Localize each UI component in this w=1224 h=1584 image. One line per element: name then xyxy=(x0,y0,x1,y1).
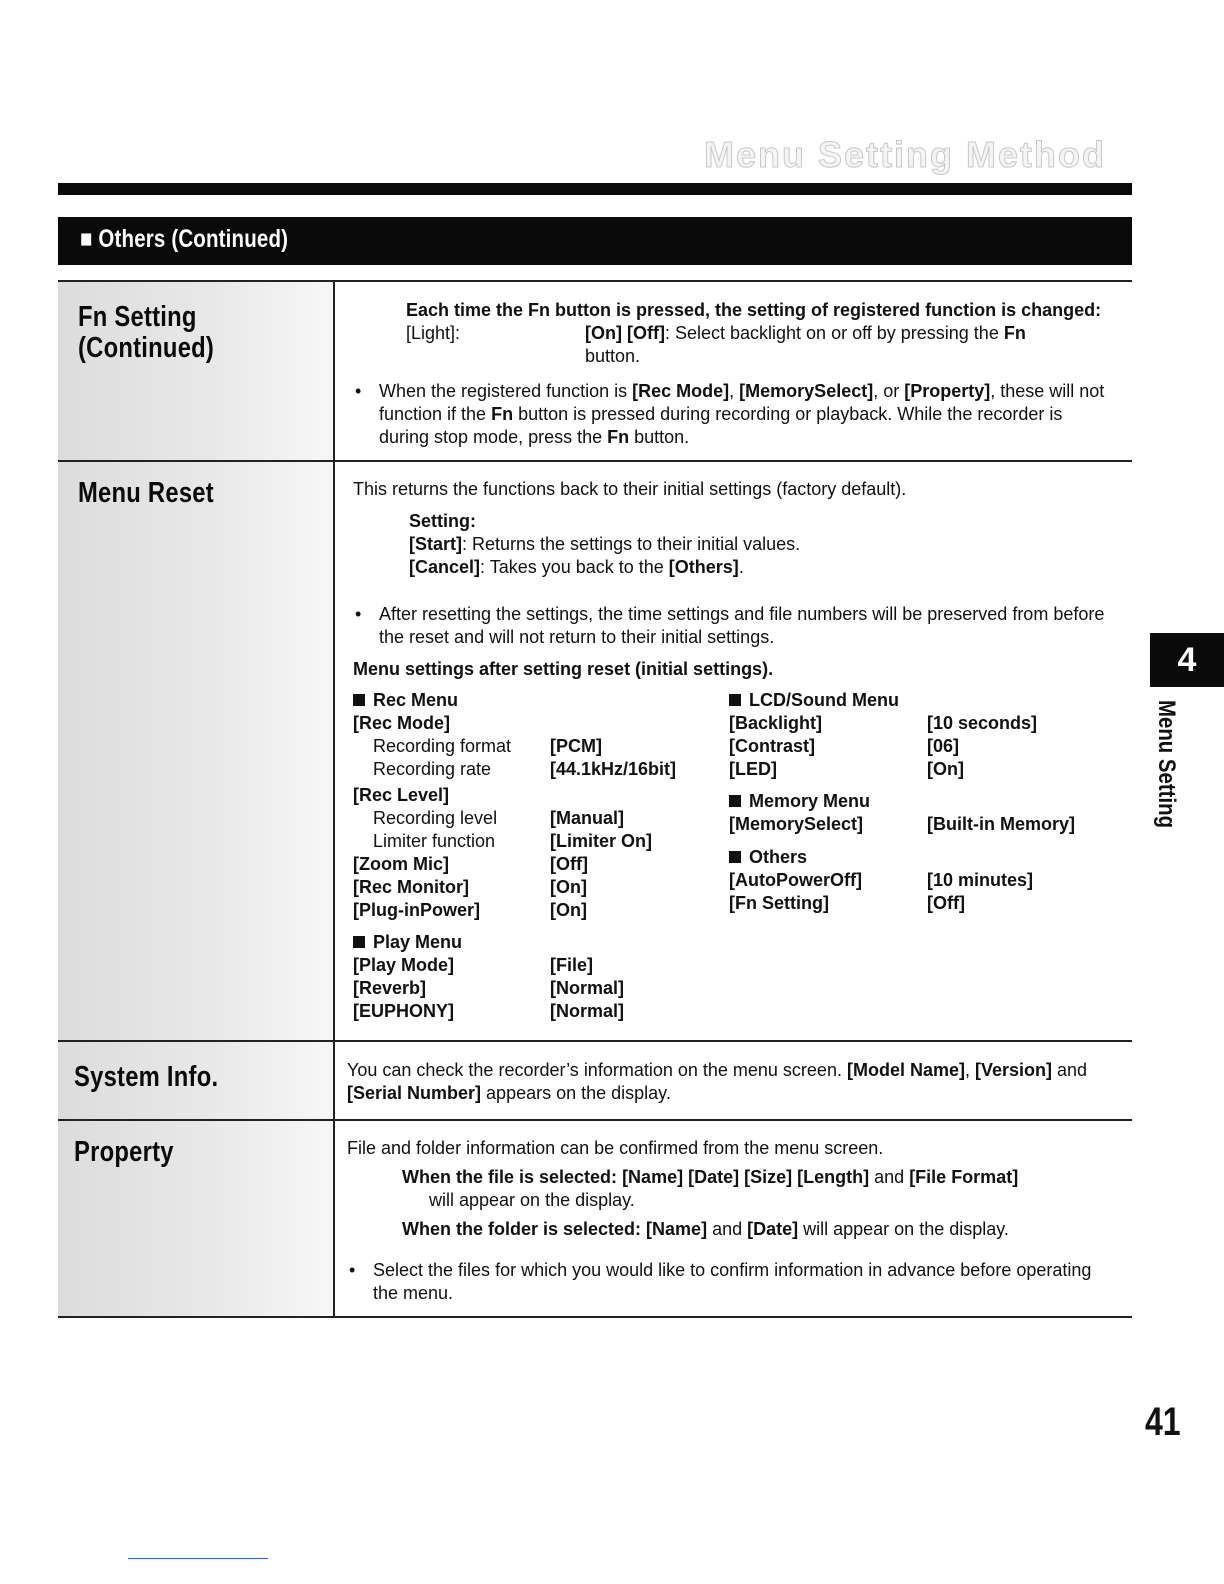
cancel-desc-end: . xyxy=(738,557,744,577)
info-text: and xyxy=(1052,1060,1088,1080)
autopoweroff-label: [AutoPowerOff] xyxy=(729,870,862,890)
others-menu-heading xyxy=(729,846,807,869)
row-divider xyxy=(58,1316,1132,1318)
square-bullet-icon xyxy=(729,851,741,863)
fn-key-label: Fn xyxy=(491,404,514,424)
note-property: [Property] xyxy=(904,381,991,401)
plugin-value: [On] xyxy=(550,900,587,920)
rec-menu-heading xyxy=(353,689,458,712)
row-label-cell xyxy=(58,1121,335,1316)
heading-text: Others xyxy=(749,847,808,867)
square-bullet-icon xyxy=(353,936,365,948)
setting-heading: Setting: xyxy=(409,511,476,531)
row-label: Menu Reset xyxy=(78,477,214,509)
note-text: , or xyxy=(873,381,905,401)
start-option xyxy=(409,533,1114,556)
name-ref: [Name] xyxy=(646,1219,708,1239)
fn-note xyxy=(353,380,1114,449)
rec-level-item: [Rec Level] xyxy=(353,785,450,805)
level-label: Recording level xyxy=(373,808,498,828)
monitor-value: [On] xyxy=(550,877,587,897)
row-system-info xyxy=(58,1042,1132,1119)
row-label xyxy=(78,302,214,364)
zoom-value: [Off] xyxy=(550,854,588,874)
chapter-tab-label xyxy=(1153,700,1194,860)
and-text: and xyxy=(707,1219,748,1239)
row-content xyxy=(347,1059,1114,1105)
light-key: [Light]: xyxy=(406,323,461,343)
and-text: and xyxy=(869,1167,910,1187)
fn-key-label: Fn xyxy=(607,427,630,447)
euphony-label: [EUPHONY] xyxy=(353,1001,455,1021)
limiter-value: [Limiter On] xyxy=(550,831,652,851)
note-memory-select: [MemorySelect] xyxy=(739,381,874,401)
folder-selected-block xyxy=(347,1218,1114,1241)
info-text: You can check the recorder’s information on the menu screen. xyxy=(347,1060,847,1080)
file-format-ref: [File Format] xyxy=(909,1167,1019,1187)
model-name-ref: [Model Name] xyxy=(846,1060,965,1080)
heading-text: Memory Menu xyxy=(749,791,871,811)
reset-intro: This returns the functions back to their initial settings (factory default). xyxy=(353,479,907,499)
rec-play-menu-list xyxy=(353,689,713,1029)
date-ref: [Date] xyxy=(747,1219,799,1239)
section-banner xyxy=(58,217,1132,265)
row-label-cell xyxy=(58,462,335,1040)
heading-text: Play Menu xyxy=(373,932,463,952)
row-content xyxy=(353,299,1114,449)
lcd-menu-heading xyxy=(729,689,899,712)
version-ref: [Version] xyxy=(975,1060,1053,1080)
note-rec-mode: [Rec Mode] xyxy=(632,381,730,401)
page-number: 41 xyxy=(1145,1400,1181,1444)
note-text: button is pressed during recording or playback. While the recorder is during stop mode, press the xyxy=(379,404,1063,447)
row-label-cell xyxy=(58,1042,335,1119)
after-reset-heading: Menu settings after setting reset (initial settings). xyxy=(353,659,774,679)
reset-setting-block xyxy=(353,510,1114,579)
date-ref: [Date] xyxy=(688,1167,740,1187)
memory-select-label: [MemorySelect] xyxy=(729,814,864,834)
zoom-label: [Zoom Mic] xyxy=(353,854,449,874)
reset-note: • After resetting the settings, the time settings and file numbers will be preserved from before the reset and will not return to their initial settings. xyxy=(353,603,1114,649)
property-note: • Select the files for which you would like to confirm information in advance before operating the menu. xyxy=(347,1259,1114,1305)
others-ref: [Others] xyxy=(668,557,739,577)
folder-tail: will appear on the display. xyxy=(798,1219,1009,1239)
info-text: , xyxy=(964,1060,975,1080)
cancel-key: [Cancel] xyxy=(409,557,481,577)
label-line: Fn Setting xyxy=(78,301,197,333)
memory-menu-heading xyxy=(729,790,870,813)
row-property xyxy=(58,1121,1132,1316)
light-values: [On] [Off] xyxy=(585,323,665,343)
backlight-value: [10 seconds] xyxy=(927,713,1038,733)
row-label: System Info. xyxy=(74,1061,219,1093)
play-mode-label: [Play Mode] xyxy=(353,955,455,975)
length-ref: [Length] xyxy=(797,1167,870,1187)
note-text: When the registered function is xyxy=(379,381,633,401)
rate-value: [44.1kHz/16bit] xyxy=(550,759,677,779)
autopoweroff-value: [10 minutes] xyxy=(927,870,1034,890)
start-key: [Start] xyxy=(409,534,462,554)
chapter-tab-number: 4 xyxy=(1150,633,1224,687)
play-mode-value: [File] xyxy=(550,955,593,975)
heading-text: LCD/Sound Menu xyxy=(749,690,899,710)
contrast-value: [06] xyxy=(927,736,960,756)
fn-setting-label: [Fn Setting] xyxy=(729,893,829,913)
property-intro: File and folder information can be confirmed from the menu screen. xyxy=(347,1138,884,1158)
file-heading: When the file is selected: xyxy=(402,1167,623,1187)
row-content xyxy=(347,1137,1114,1305)
led-label: [LED] xyxy=(729,759,777,779)
chapter-tab-text: Menu Setting xyxy=(1153,700,1180,829)
format-label: Recording format xyxy=(373,736,512,756)
square-bullet-icon xyxy=(729,694,741,706)
note-text: , xyxy=(729,381,740,401)
chapter-header-title: Menu Setting Method xyxy=(704,134,1106,175)
monitor-label: [Rec Monitor] xyxy=(353,877,469,897)
note-text: button. xyxy=(629,427,690,447)
start-desc: : Returns the settings to their initial values. xyxy=(462,534,801,554)
heading-text: Rec Menu xyxy=(373,690,459,710)
note-text: , these will not function if the xyxy=(379,381,1105,424)
row-label-cell xyxy=(58,282,335,460)
fn-setting-value: [Off] xyxy=(927,893,965,913)
play-menu-heading xyxy=(353,931,462,954)
folder-heading: When the folder is selected: xyxy=(402,1219,647,1239)
lcd-memory-others-list xyxy=(729,689,1129,919)
rec-mode-item: [Rec Mode] xyxy=(353,713,451,733)
format-value: [PCM] xyxy=(550,736,602,756)
label-line: (Continued) xyxy=(78,332,215,364)
limiter-label: Limiter function xyxy=(373,831,496,851)
square-bullet-icon xyxy=(729,795,741,807)
memory-select-value: [Built-in Memory] xyxy=(927,814,1075,834)
contrast-label: [Contrast] xyxy=(729,736,815,756)
row-label: Property xyxy=(74,1136,174,1168)
led-value: [On] xyxy=(927,759,964,779)
row-content xyxy=(353,478,1114,681)
name-ref: [Name] xyxy=(622,1167,684,1187)
level-value: [Manual] xyxy=(550,808,624,828)
backlight-label: [Backlight] xyxy=(729,713,823,733)
cancel-option xyxy=(409,556,1114,579)
size-ref: [Size] xyxy=(744,1167,793,1187)
header-rule xyxy=(58,183,1132,195)
footer-underline xyxy=(128,1558,268,1559)
fn-key-label: Fn xyxy=(1003,323,1026,343)
square-bullet-icon xyxy=(353,694,365,706)
plugin-label: [Plug-inPower] xyxy=(353,900,480,920)
serial-number-ref: [Serial Number] xyxy=(347,1083,482,1103)
cancel-desc: : Takes you back to the xyxy=(480,557,669,577)
row-menu-reset xyxy=(58,462,1132,1040)
row-fn-setting xyxy=(58,282,1132,460)
reverb-value: [Normal] xyxy=(550,978,625,998)
light-desc: : Select backlight on or off by pressing the xyxy=(664,323,1004,343)
reverb-label: [Reverb] xyxy=(353,978,427,998)
info-text: appears on the display. xyxy=(481,1083,671,1103)
fn-light-entry xyxy=(353,322,1114,368)
file-tail: will appear on the display. xyxy=(429,1190,635,1210)
euphony-value: [Normal] xyxy=(550,1001,625,1021)
rate-label: Recording rate xyxy=(373,759,492,779)
light-desc-tail: button. xyxy=(585,346,641,366)
section-title: ■ Others (Continued) xyxy=(80,225,289,253)
fn-intro: Each time the Fn button is pressed, the setting of registered function is changed: xyxy=(406,300,1102,320)
file-selected-block xyxy=(347,1166,1114,1212)
